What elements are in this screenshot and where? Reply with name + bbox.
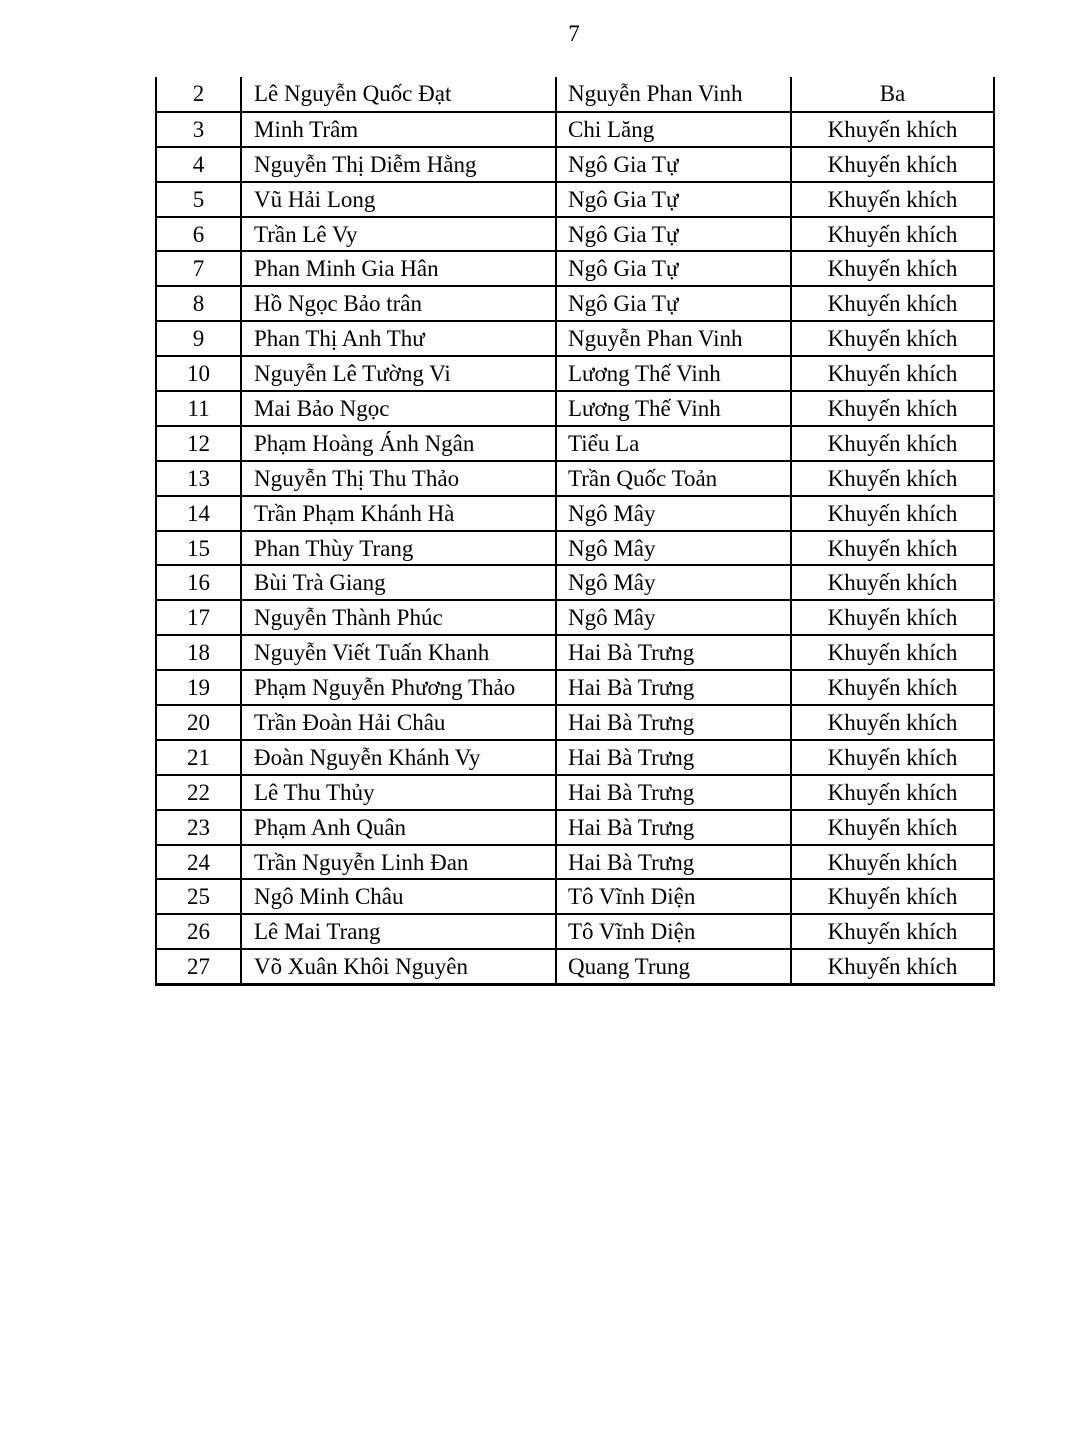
cell-prize: Khuyến khích xyxy=(791,321,994,356)
cell-student-name: Phạm Nguyễn Phương Thảo xyxy=(241,670,556,705)
table-row xyxy=(156,740,994,775)
cell-prize: Khuyến khích xyxy=(791,600,994,635)
cell-prize: Khuyến khích xyxy=(791,391,994,426)
cell-prize: Khuyến khích xyxy=(791,914,994,949)
cell-prize: Khuyến khích xyxy=(791,461,994,496)
cell-row-number: 18 xyxy=(156,635,241,670)
cell-student-name: Nguyễn Thị Diễm Hằng xyxy=(241,147,556,182)
cell-row-number: 13 xyxy=(156,461,241,496)
cell-row-number: 5 xyxy=(156,182,241,217)
table-row xyxy=(156,845,994,880)
cell-student-name: Phan Minh Gia Hân xyxy=(241,251,556,286)
cell-prize: Khuyến khích xyxy=(791,112,994,147)
cell-school: Ngô Mây xyxy=(556,531,791,566)
cell-prize: Khuyến khích xyxy=(791,775,994,810)
cell-school: Hai Bà Trưng xyxy=(556,670,791,705)
cell-student-name: Nguyễn Thành Phúc xyxy=(241,600,556,635)
cell-student-name: Lê Mai Trang xyxy=(241,914,556,949)
cell-prize: Khuyến khích xyxy=(791,845,994,880)
cell-row-number: 27 xyxy=(156,949,241,984)
cell-row-number: 19 xyxy=(156,670,241,705)
cell-school: Ngô Mây xyxy=(556,600,791,635)
cell-prize: Khuyến khích xyxy=(791,251,994,286)
cell-student-name: Võ Xuân Khôi Nguyên xyxy=(241,949,556,984)
cell-row-number: 6 xyxy=(156,217,241,252)
cell-row-number: 9 xyxy=(156,321,241,356)
cell-prize: Khuyến khích xyxy=(791,565,994,600)
cell-row-number: 10 xyxy=(156,356,241,391)
cell-row-number: 25 xyxy=(156,879,241,914)
cell-prize: Khuyến khích xyxy=(791,531,994,566)
cell-row-number: 4 xyxy=(156,147,241,182)
cell-school: Tiểu La xyxy=(556,426,791,461)
cell-school: Ngô Gia Tự xyxy=(556,286,791,321)
cell-school: Nguyễn Phan Vinh xyxy=(556,77,791,112)
table-row xyxy=(156,914,994,949)
table-row xyxy=(156,356,994,391)
results-table xyxy=(155,77,995,986)
cell-row-number: 17 xyxy=(156,600,241,635)
table-row xyxy=(156,496,994,531)
cell-school: Ngô Gia Tự xyxy=(556,251,791,286)
page-number: 7 xyxy=(568,21,580,46)
table-row xyxy=(156,635,994,670)
cell-school: Trần Quốc Toản xyxy=(556,461,791,496)
cell-prize: Khuyến khích xyxy=(791,286,994,321)
table-row xyxy=(156,251,994,286)
cell-student-name: Nguyễn Lê Tường Vi xyxy=(241,356,556,391)
cell-school: Hai Bà Trưng xyxy=(556,810,791,845)
cell-prize: Khuyến khích xyxy=(791,147,994,182)
cell-student-name: Phạm Anh Quân xyxy=(241,810,556,845)
cell-row-number: 2 xyxy=(156,77,241,112)
cell-row-number: 23 xyxy=(156,810,241,845)
cell-student-name: Trần Lê Vy xyxy=(241,217,556,252)
cell-student-name: Hồ Ngọc Bảo trân xyxy=(241,286,556,321)
cell-school: Nguyễn Phan Vinh xyxy=(556,321,791,356)
cell-school: Quang Trung xyxy=(556,949,791,984)
cell-row-number: 7 xyxy=(156,251,241,286)
cell-row-number: 11 xyxy=(156,391,241,426)
table-row xyxy=(156,705,994,740)
cell-student-name: Phan Thùy Trang xyxy=(241,531,556,566)
cell-school: Hai Bà Trưng xyxy=(556,775,791,810)
cell-row-number: 20 xyxy=(156,705,241,740)
cell-school: Hai Bà Trưng xyxy=(556,845,791,880)
table-row xyxy=(156,112,994,147)
cell-prize: Khuyến khích xyxy=(791,810,994,845)
table-row xyxy=(156,182,994,217)
cell-school: Hai Bà Trưng xyxy=(556,705,791,740)
cell-row-number: 16 xyxy=(156,565,241,600)
table-row xyxy=(156,879,994,914)
cell-student-name: Trần Phạm Khánh Hà xyxy=(241,496,556,531)
cell-row-number: 26 xyxy=(156,914,241,949)
cell-school: Ngô Gia Tự xyxy=(556,217,791,252)
cell-school: Hai Bà Trưng xyxy=(556,635,791,670)
cell-prize: Khuyến khích xyxy=(791,635,994,670)
cell-row-number: 14 xyxy=(156,496,241,531)
cell-school: Hai Bà Trưng xyxy=(556,740,791,775)
cell-row-number: 24 xyxy=(156,845,241,880)
cell-school: Ngô Mây xyxy=(556,565,791,600)
table-row xyxy=(156,321,994,356)
cell-student-name: Đoàn Nguyễn Khánh Vy xyxy=(241,740,556,775)
cell-school: Lương Thế Vinh xyxy=(556,356,791,391)
cell-student-name: Phạm Hoàng Ánh Ngân xyxy=(241,426,556,461)
cell-student-name: Vũ Hải Long xyxy=(241,182,556,217)
table-row xyxy=(156,217,994,252)
table-row xyxy=(156,77,994,112)
cell-prize: Khuyến khích xyxy=(791,949,994,984)
cell-student-name: Lê Thu Thủy xyxy=(241,775,556,810)
cell-row-number: 22 xyxy=(156,775,241,810)
cell-row-number: 21 xyxy=(156,740,241,775)
table-row xyxy=(156,531,994,566)
cell-student-name: Nguyễn Thị Thu Thảo xyxy=(241,461,556,496)
cell-row-number: 12 xyxy=(156,426,241,461)
cell-prize: Khuyến khích xyxy=(791,879,994,914)
cell-school: Ngô Gia Tự xyxy=(556,182,791,217)
cell-student-name: Phan Thị Anh Thư xyxy=(241,321,556,356)
cell-student-name: Trần Nguyễn Linh Đan xyxy=(241,845,556,880)
cell-student-name: Bùi Trà Giang xyxy=(241,565,556,600)
table-row xyxy=(156,426,994,461)
table-row xyxy=(156,600,994,635)
cell-row-number: 8 xyxy=(156,286,241,321)
table-row xyxy=(156,286,994,321)
cell-prize: Khuyến khích xyxy=(791,182,994,217)
cell-student-name: Ngô Minh Châu xyxy=(241,879,556,914)
cell-prize: Khuyến khích xyxy=(791,670,994,705)
table-row xyxy=(156,565,994,600)
cell-prize: Khuyến khích xyxy=(791,356,994,391)
cell-student-name: Mai Bảo Ngọc xyxy=(241,391,556,426)
table-row xyxy=(156,810,994,845)
table-row xyxy=(156,147,994,182)
table-row xyxy=(156,949,994,984)
cell-row-number: 3 xyxy=(156,112,241,147)
cell-prize: Khuyến khích xyxy=(791,740,994,775)
table-row xyxy=(156,775,994,810)
results-table-body xyxy=(156,77,994,984)
cell-school: Ngô Gia Tự xyxy=(556,147,791,182)
cell-prize: Khuyến khích xyxy=(791,217,994,252)
cell-student-name: Minh Trâm xyxy=(241,112,556,147)
cell-school: Lương Thế Vinh xyxy=(556,391,791,426)
cell-student-name: Nguyễn Viết Tuấn Khanh xyxy=(241,635,556,670)
table-row xyxy=(156,670,994,705)
cell-prize: Khuyến khích xyxy=(791,426,994,461)
cell-school: Tô Vĩnh Diện xyxy=(556,879,791,914)
cell-prize: Khuyến khích xyxy=(791,496,994,531)
cell-school: Ngô Mây xyxy=(556,496,791,531)
cell-prize: Ba xyxy=(791,77,994,112)
table-row xyxy=(156,391,994,426)
table-row xyxy=(156,461,994,496)
cell-row-number: 15 xyxy=(156,531,241,566)
cell-student-name: Trần Đoàn Hải Châu xyxy=(241,705,556,740)
cell-school: Chi Lăng xyxy=(556,112,791,147)
cell-school: Tô Vĩnh Diện xyxy=(556,914,791,949)
cell-student-name: Lê Nguyễn Quốc Đạt xyxy=(241,77,556,112)
cell-prize: Khuyến khích xyxy=(791,705,994,740)
